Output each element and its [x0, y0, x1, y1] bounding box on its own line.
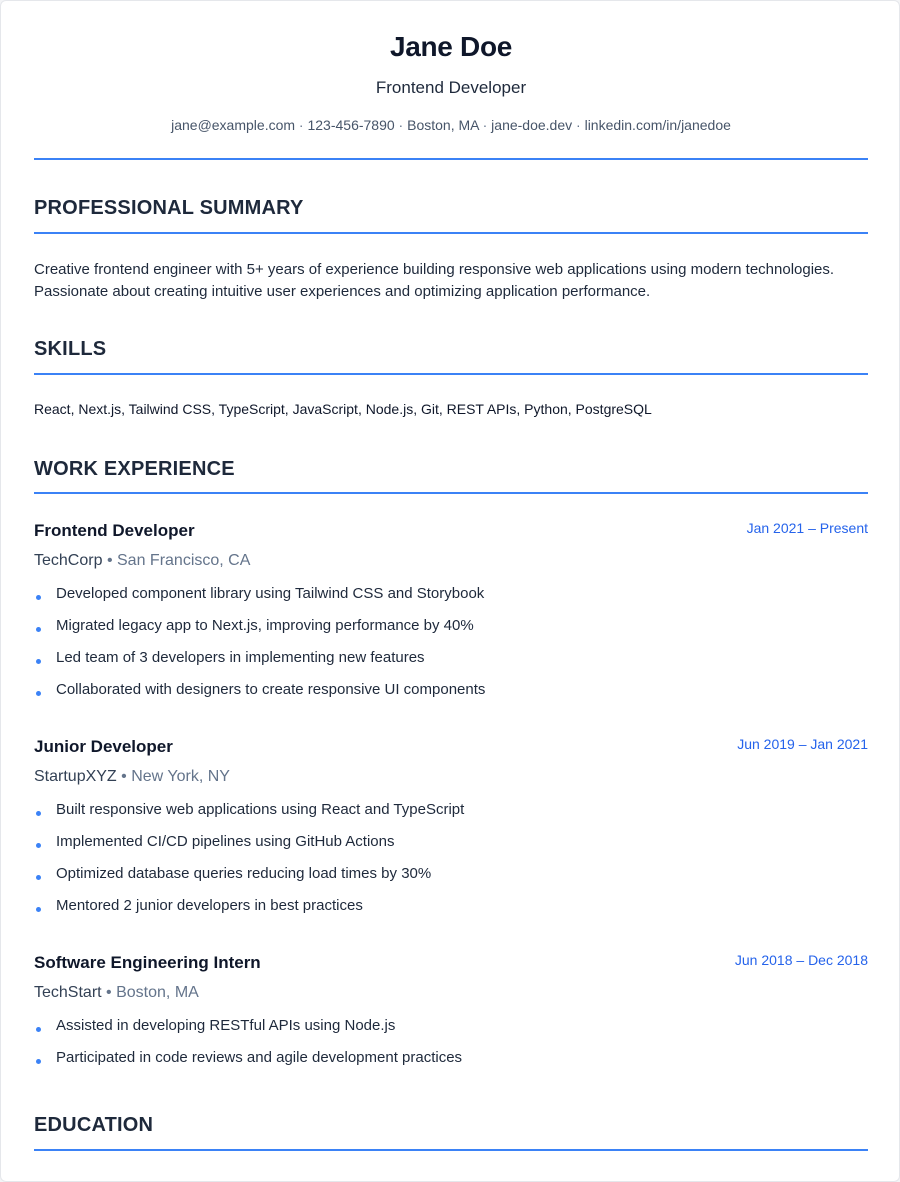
contact-separator: ·	[394, 117, 408, 133]
job-title: Frontend Developer	[34, 521, 195, 540]
bullet-text: Built responsive web applications using React and TypeScript	[56, 801, 465, 818]
bullet-icon	[36, 843, 41, 848]
job-company-line	[34, 768, 230, 786]
bullet-icon	[36, 659, 41, 664]
bullet-icon	[36, 627, 41, 632]
experience-heading: WORK EXPERIENCE	[34, 458, 235, 480]
bullet-icon	[36, 1027, 41, 1032]
list-item	[34, 897, 868, 929]
contact-phone: 123-456-7890	[307, 117, 395, 133]
contact-email[interactable]: jane@example.com	[171, 117, 296, 133]
job-dates: Jan 2021 – Present	[746, 520, 868, 536]
bullet-text: Developed component library using Tailwind CSS and Storybook	[56, 585, 485, 602]
job-company: TechCorp	[34, 552, 103, 569]
bullet-icon	[36, 907, 41, 912]
candidate-title: Frontend Developer	[375, 78, 527, 97]
job-bullets	[34, 801, 868, 929]
list-item	[34, 1049, 868, 1081]
bullet-icon	[36, 595, 41, 600]
job-bullets	[34, 585, 868, 713]
header-divider	[34, 158, 868, 160]
job-title: Junior Developer	[34, 737, 173, 756]
list-item	[34, 1017, 868, 1049]
contact-linkedin[interactable]: linkedin.com/in/janedoe	[584, 117, 731, 133]
contact-location: Boston, MA	[407, 117, 479, 133]
education-heading: EDUCATION	[34, 1114, 154, 1136]
bullet-icon	[36, 875, 41, 880]
skills-divider	[34, 373, 868, 375]
bullet-text: Led team of 3 developers in implementing new features	[56, 649, 425, 666]
bullet-text: Participated in code reviews and agile development practices	[56, 1049, 463, 1066]
contact-website[interactable]: jane-doe.dev	[491, 117, 573, 133]
list-item	[34, 865, 868, 897]
summary-text: Creative frontend engineer with 5+ years of experience building responsive web applications using modern technologies. Passionate about creating intuitive user experiences and optimizing application performance.	[34, 261, 835, 300]
skills-heading: SKILLS	[34, 338, 107, 360]
job-title: Software Engineering Intern	[34, 953, 261, 972]
list-item	[34, 833, 868, 865]
contact-line	[34, 117, 868, 133]
list-item	[34, 617, 868, 649]
list-item	[34, 801, 868, 833]
experience-divider	[34, 492, 868, 494]
list-item	[34, 649, 868, 681]
bullet-text: Assisted in developing RESTful APIs using Node.js	[56, 1017, 396, 1034]
job-dates: Jun 2018 – Dec 2018	[734, 952, 868, 968]
dot-separator-icon: •	[106, 552, 113, 569]
education-divider	[34, 1149, 868, 1151]
job-company-line	[34, 552, 250, 570]
job-company-line	[34, 984, 199, 1002]
job-location: Boston, MA	[116, 984, 199, 1001]
list-item	[34, 585, 868, 617]
job-dates: Jun 2019 – Jan 2021	[737, 736, 868, 752]
bullet-icon	[36, 1059, 41, 1064]
bullet-text: Mentored 2 junior developers in best practices	[56, 897, 363, 914]
contact-separator: ·	[572, 117, 585, 133]
summary-divider	[34, 232, 868, 234]
bullet-text: Collaborated with designers to create responsive UI components	[56, 681, 486, 698]
summary-heading: PROFESSIONAL SUMMARY	[34, 197, 304, 219]
job-company: TechStart	[34, 984, 102, 1001]
skills-text: React, Next.js, Tailwind CSS, TypeScript, JavaScript, Node.js, Git, REST APIs, Python, PostgreSQL	[34, 401, 652, 417]
bullet-icon	[36, 811, 41, 816]
dot-separator-icon: •	[121, 768, 127, 785]
job-company: StartupXYZ	[34, 768, 117, 785]
list-item	[34, 681, 868, 713]
bullet-icon	[36, 691, 41, 696]
bullet-text: Implemented CI/CD pipelines using GitHub Actions	[56, 833, 395, 850]
job-location: New York, NY	[131, 768, 230, 785]
contact-separator: ·	[478, 117, 492, 133]
job-location: San Francisco, CA	[117, 552, 251, 569]
candidate-name: Jane Doe	[389, 31, 513, 62]
bullet-text: Optimized database queries reducing load times by 30%	[56, 865, 432, 882]
job-bullets	[34, 1017, 868, 1081]
bullet-text: Migrated legacy app to Next.js, improving performance by 40%	[56, 617, 474, 634]
contact-separator: ·	[295, 117, 308, 133]
dot-separator-icon: •	[106, 984, 112, 1001]
